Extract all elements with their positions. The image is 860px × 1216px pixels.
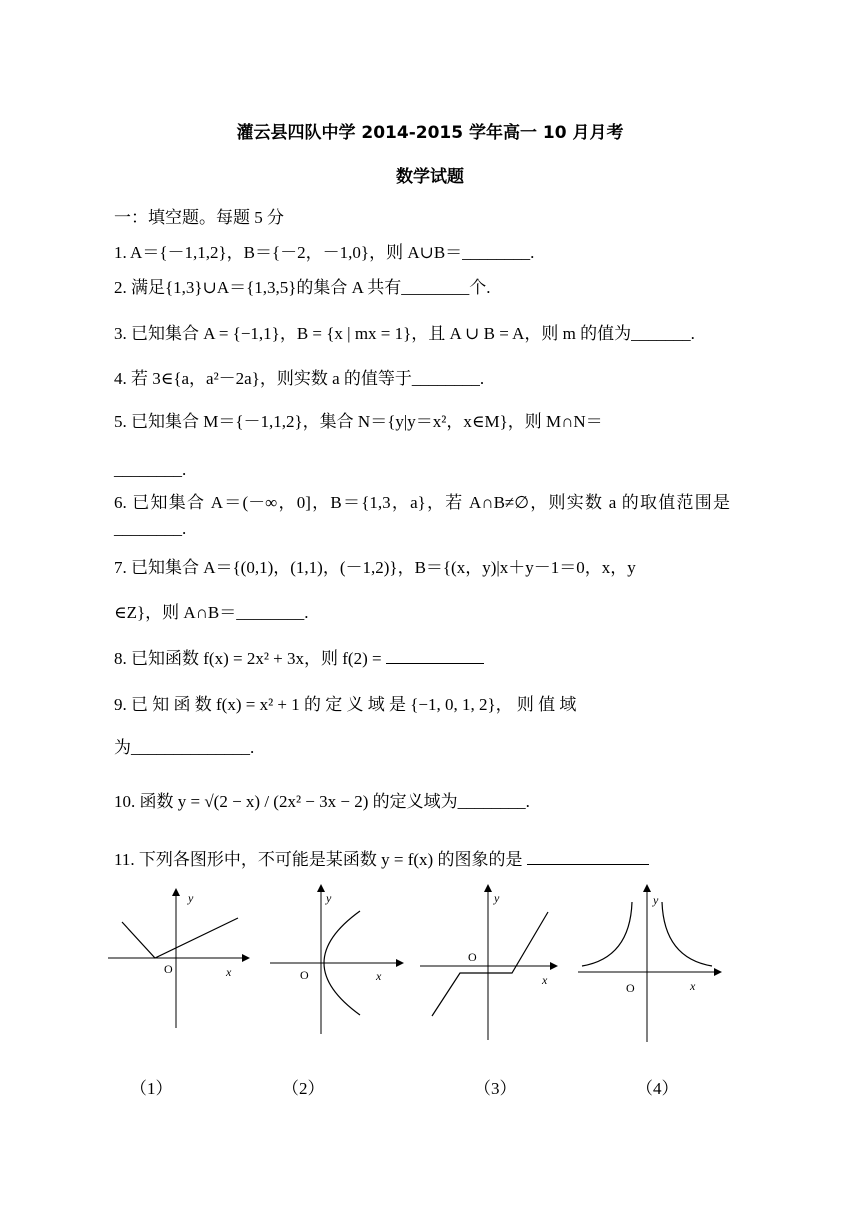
- figure-1-x-label: x: [226, 965, 232, 979]
- figure-3-y-label: y: [494, 891, 500, 905]
- figure-4-origin-label: O: [626, 981, 635, 995]
- question-9: 9. 已 知 函 数 f(x) = x² + 1 的 定 义 域 是 {−1, 0, 1, 2}， 则 值 域: [114, 695, 577, 714]
- figure-4-y-label: y: [653, 893, 659, 907]
- figure-1-origin-label: O: [164, 962, 173, 976]
- question-4: 4. 若 3∈{a，a²－2a}，则实数 a 的值等于________.: [114, 369, 485, 388]
- figure-1-y-label: y: [188, 891, 194, 905]
- question-11: [114, 846, 730, 872]
- question-8: [114, 645, 730, 671]
- question-7: 7. 已知集合 A＝{(0,1)，(1,1)，(－1,2)}，B＝{(x，y)|x＋y－1＝0，x，y: [114, 558, 636, 577]
- answer-blank: [527, 846, 649, 865]
- figure-4-x-label: x: [690, 979, 696, 993]
- answer-blank: [386, 645, 484, 664]
- question-7-cont: ∈Z}，则 A∩B＝________.: [114, 603, 309, 622]
- figure-2-origin-label: O: [300, 968, 309, 982]
- figure-3-caption: （3）: [474, 1079, 517, 1098]
- question-2: 2. 满足{1,3}∪A＝{1,3,5}的集合 A 共有________个.: [114, 278, 491, 297]
- question-6: 6. 已知集合 A＝(－∞，0]，B＝{1,3，a}，若 A∩B≠∅，则实数 a 的取值范围是________.: [114, 493, 730, 538]
- figure-4-graph: [576, 884, 726, 1044]
- figure-1-graph: [108, 888, 250, 1030]
- question-3: 3. 已知集合 A = {−1,1}，B = {x | mx = 1}，且 A ∪ B = A，则 m 的值为_______.: [114, 324, 695, 343]
- figure-3-origin-label: O: [468, 950, 477, 964]
- figure-2-y-label: y: [326, 891, 332, 905]
- figure-2-x-label: x: [376, 969, 382, 983]
- question-11-text: 11. 下列各图形中，不可能是某函数 y = f(x) 的图象的是: [114, 850, 523, 869]
- page-subtitle: 数学试题: [396, 167, 464, 187]
- question-5-blank: ________.: [114, 460, 187, 479]
- figure-2-graph: [268, 884, 410, 1034]
- figure-3-x-label: x: [542, 973, 548, 987]
- section-heading: 一：填空题。每题 5 分: [114, 208, 284, 227]
- figure-3-graph: [418, 884, 564, 1040]
- question-5: 5. 已知集合 M＝{－1,1,2}，集合 N＝{y|y＝x²，x∈M}，则 M∩N＝: [114, 412, 603, 431]
- question-1: 1. A＝{－1,1,2}，B＝{－2，－1,0}，则 A∪B＝________.: [114, 243, 535, 262]
- question-10: 10. 函数 y = √(2 − x) / (2x² − 3x − 2) 的定义域为________.: [114, 792, 530, 811]
- figure-1-caption: （1）: [130, 1079, 173, 1098]
- question-8-text: 8. 已知函数 f(x) = 2x² + 3x，则 f(2) =: [114, 649, 382, 668]
- page-title: 灌云县四队中学 2014-2015 学年高一 10 月月考: [236, 123, 624, 143]
- figure-2-caption: （2）: [282, 1079, 325, 1098]
- question-9-cont: 为______________.: [114, 738, 255, 757]
- figure-4-caption: （4）: [636, 1079, 679, 1098]
